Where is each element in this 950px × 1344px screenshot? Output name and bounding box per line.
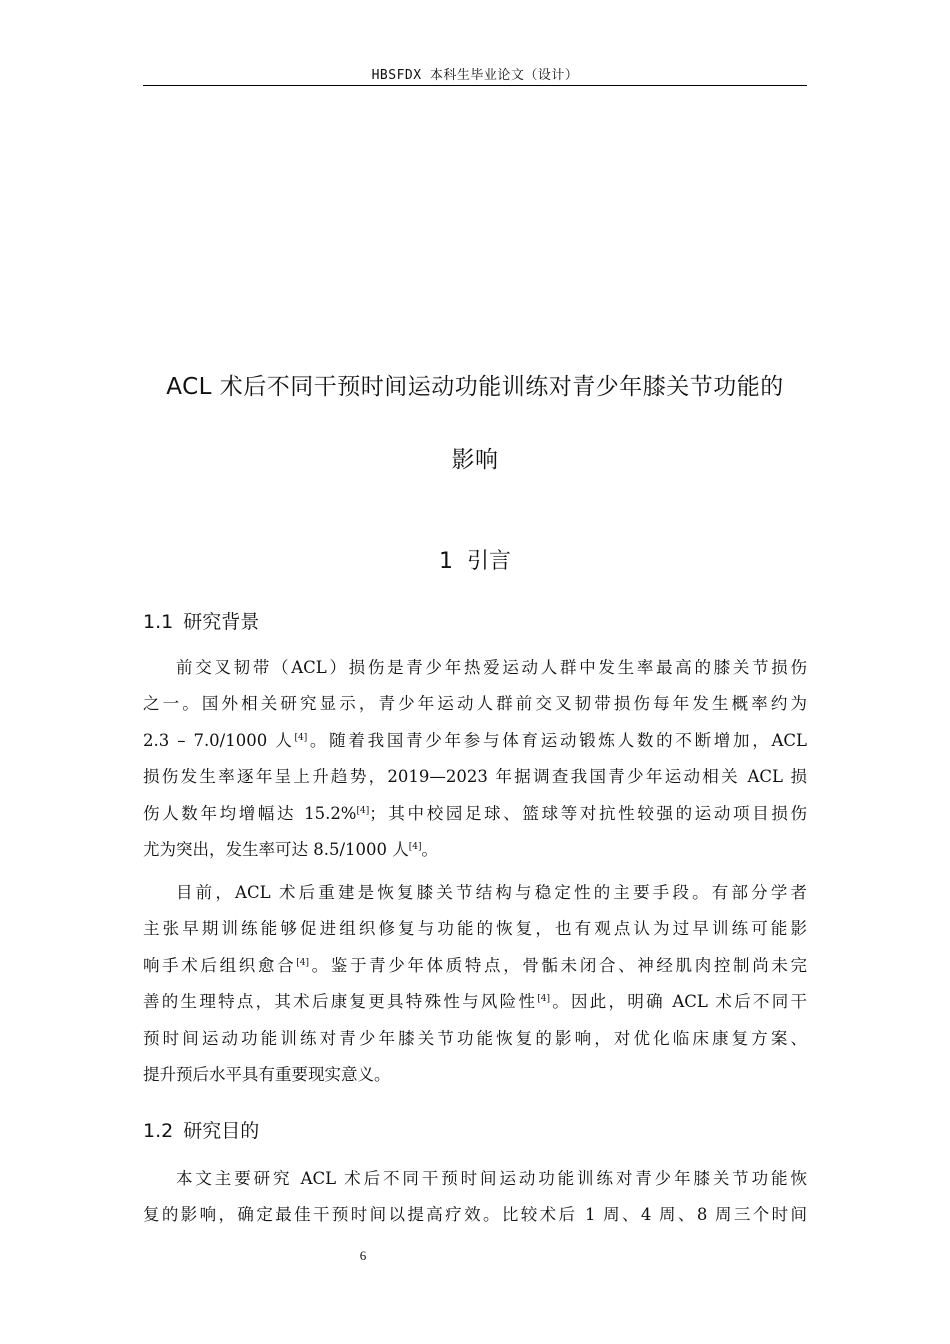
text-run: 2.3 – 7.0/1000 人 [143, 730, 295, 750]
section-number: 1 [438, 549, 453, 574]
paragraph-background-incidence [143, 650, 807, 868]
thesis-title-line-1: ACL 术后不同干预时间运动功能训练对青少年膝关节功能的 [166, 374, 784, 400]
thesis-title-line-2: 影响 [451, 447, 499, 473]
text-run: ；其中校园足球、篮球等对抗性较强的运动项目损伤 [369, 803, 807, 823]
section-heading [143, 544, 807, 575]
section-title: 引言 [466, 549, 511, 574]
subsection-heading-background [143, 607, 259, 634]
paragraph-line [143, 796, 807, 832]
paragraph-line: 前交叉韧带（ACL）损伤是青少年热爱运动人群中发生率最高的膝关节损伤 [176, 658, 807, 677]
subsection-number: 1.1 [143, 611, 174, 633]
paragraph-line: 预时间运动功能训练对青少年膝关节功能恢复的影响，对优化临床康复方案、 [143, 1028, 807, 1048]
paragraph-line: 提升预后水平具有重要现实意义。 [143, 1064, 391, 1084]
text-run: 。随着我国青少年参与体育运动锻炼人数的不断增加，ACL [307, 730, 807, 750]
paragraph-line: 目前，ACL 术后重建是恢复膝关节结构与稳定性的主要手段。有部分学者 [176, 883, 807, 902]
text-run: 。鉴于青少年体质特点，骨骺未闭合、神经肌肉控制尚未完 [309, 955, 808, 975]
text-run: 。 [421, 839, 439, 859]
text-run: 尤为突出，发生率可达 8.5/1000 人 [143, 839, 409, 859]
citation-marker: [4] [296, 957, 309, 968]
text-run: 。因此，明确 ACL 术后不同干 [549, 992, 807, 1012]
citation-marker: [4] [356, 805, 370, 816]
header-rule [143, 85, 807, 86]
text-run: 善的生理特点，其术后康复更具特殊性与风险性 [143, 992, 538, 1012]
citation-marker: [4] [408, 841, 422, 852]
paragraph-line: 损伤发生率逐年呈上升趋势，2019—2023 年据调查我国青少年运动相关 ACL 损 [143, 767, 807, 787]
citation-marker: [4] [537, 994, 550, 1005]
paragraph-line [143, 723, 807, 759]
page-number: 6 [359, 1248, 367, 1263]
text-run: 伤人数年均增幅达 15.2% [143, 803, 357, 823]
paragraph-line: 之一。国外相关研究显示，青少年运动人群前交叉韧带损伤每年发生概率约为 [143, 694, 807, 714]
paragraph-line [143, 948, 807, 984]
subsection-title: 研究背景 [183, 611, 260, 633]
running-header: HBSFDX 本科生毕业论文（设计） [371, 68, 579, 83]
paragraph-line: 本文主要研究 ACL 术后不同干预时间运动功能训练对青少年膝关节功能恢 [176, 1169, 807, 1188]
subsection-number: 1.2 [143, 1120, 174, 1142]
paragraph-line [143, 984, 807, 1020]
paragraph-line: 复的影响，确定最佳干预时间以提高疗效。比较术后 1 周、4 周、8 周三个时间 [143, 1205, 807, 1225]
subsection-title: 研究目的 [183, 1120, 260, 1142]
paragraph-line: 主张早期训练能够促进组织修复与功能的恢复，也有观点认为过早训练可能影 [143, 919, 807, 939]
citation-marker: [4] [294, 732, 308, 743]
paragraph-line [143, 832, 807, 868]
paragraph-background-treatment [143, 875, 807, 1093]
text-run: 响手术后组织愈合 [143, 955, 297, 975]
subsection-heading-objective [143, 1116, 259, 1143]
paragraph-objective [143, 1161, 807, 1234]
